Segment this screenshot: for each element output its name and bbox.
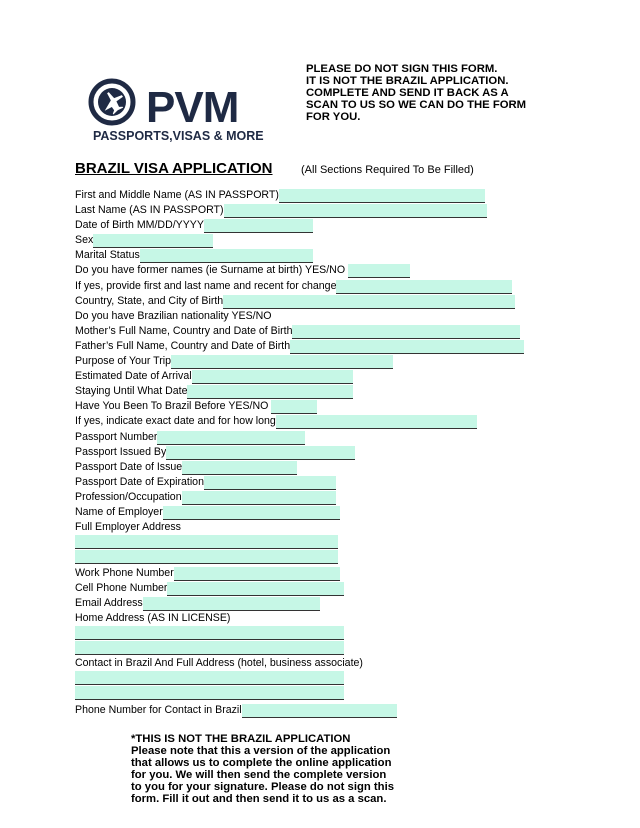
form-row — [75, 294, 515, 309]
form-row — [75, 339, 524, 354]
home-address-line-2[interactable] — [75, 641, 344, 655]
brazil-contact-phone-input[interactable] — [242, 704, 397, 718]
email-input[interactable] — [143, 597, 320, 611]
field-label: Staying Until What Date — [75, 385, 188, 397]
field-label: Work Phone Number — [75, 567, 174, 579]
passport-issued-by-input[interactable] — [166, 446, 355, 460]
form-row — [75, 414, 477, 429]
cell-phone-input[interactable] — [167, 582, 344, 596]
field-label: Passport Number — [75, 431, 158, 443]
brazil-contact-line-2[interactable] — [75, 686, 344, 700]
form-row — [75, 430, 305, 445]
place-of-birth-input[interactable] — [223, 295, 515, 309]
field-label: Passport Date of Issue — [75, 461, 183, 473]
field-label: If yes, indicate exact date and for how long — [75, 415, 276, 427]
form-row — [75, 445, 355, 460]
home-address-line-1[interactable] — [75, 626, 344, 640]
field-label: If yes, provide first and last name and recent for change — [75, 280, 337, 292]
form-row — [75, 324, 520, 339]
field-label: Passport Date of Expiration — [75, 476, 204, 488]
form-row — [75, 188, 485, 203]
form-row — [75, 596, 320, 611]
field-label: Have You Been To Brazil Before YES/NO — [75, 400, 269, 412]
bottom-notice: *THIS IS NOT THE BRAZIL APPLICATION Please note that this a version of the application that allows us to complete the online application for you. We will then send the complete version to you for your signature. Please do not sign this form. Fill it out and then send it to us as a scan. — [131, 733, 394, 805]
employer-name-input[interactable] — [163, 506, 340, 520]
field-label: Email Address — [75, 597, 143, 609]
date-of-birth-input[interactable] — [204, 219, 313, 233]
been-to-brazil-input[interactable] — [271, 400, 317, 414]
form-subtitle: (All Sections Required To Be Filled) — [301, 164, 474, 176]
employer-address-line-2[interactable] — [75, 550, 338, 564]
field-label: Father’s Full Name, Country and Date of Birth — [75, 340, 291, 352]
form-row — [75, 233, 213, 248]
field-label: Date of Birth MM/DD/YYYY — [75, 219, 204, 231]
form-row — [75, 460, 297, 475]
form-row — [75, 490, 336, 505]
field-label: Last Name (AS IN PASSPORT) — [75, 204, 224, 216]
form-row — [75, 279, 512, 294]
field-label: Sex — [75, 234, 94, 246]
field-label: Passport Issued By — [75, 446, 167, 458]
field-label: Do you have Brazilian nationality YES/NO — [75, 310, 272, 322]
employer-address-line-1[interactable] — [75, 535, 338, 549]
departure-date-input[interactable] — [187, 385, 353, 399]
passport-number-input[interactable] — [157, 431, 305, 445]
field-label: Estimated Date of Arrival — [75, 370, 192, 382]
form-row — [75, 203, 487, 218]
brazil-contact-line-1[interactable] — [75, 671, 344, 685]
previous-visit-input[interactable] — [276, 415, 477, 429]
form-row — [75, 354, 393, 369]
form-row — [75, 581, 344, 596]
form-row — [75, 248, 313, 263]
logo-tagline: PASSPORTS,VISAS & MORE — [93, 129, 264, 143]
field-label: Contact in Brazil And Full Address (hotel, business associate) — [75, 657, 363, 669]
form-row — [75, 369, 353, 384]
last-name-input[interactable] — [224, 204, 487, 218]
former-names-input[interactable] — [348, 264, 410, 278]
form-row — [75, 520, 181, 535]
passport-expiration-input[interactable] — [204, 476, 336, 490]
work-phone-input[interactable] — [174, 567, 340, 581]
form-row — [75, 309, 271, 324]
form-row — [75, 703, 397, 718]
field-label: Purpose of Your Trip — [75, 355, 171, 367]
form-row — [75, 611, 230, 626]
pvm-logo — [88, 78, 288, 148]
first-middle-name-input[interactable] — [279, 189, 485, 203]
field-label: Marital Status — [75, 249, 140, 261]
form-row — [75, 656, 363, 671]
field-label: Name of Employer — [75, 506, 163, 518]
form-row — [75, 475, 336, 490]
trip-purpose-input[interactable] — [171, 355, 393, 369]
father-info-input[interactable] — [290, 340, 524, 354]
former-name-details-input[interactable] — [336, 280, 512, 294]
passport-issue-date-input[interactable] — [182, 461, 297, 475]
field-label: Do you have former names (ie Surname at birth) YES/NO — [75, 264, 346, 276]
marital-status-input[interactable] — [140, 249, 313, 263]
mother-info-input[interactable] — [292, 325, 520, 339]
field-label: Profession/Occupation — [75, 491, 182, 503]
field-label: Phone Number for Contact in Brazil — [75, 704, 242, 716]
top-notice: PLEASE DO NOT SIGN THIS FORM. IT IS NOT THE BRAZIL APPLICATION. COMPLETE AND SEND IT BACK AS A SCAN TO US SO WE CAN DO THE FORM FOR YOU. — [306, 63, 527, 123]
sex-input[interactable] — [93, 234, 213, 248]
arrival-date-input[interactable] — [192, 370, 353, 384]
field-label: Home Address (AS IN LICENSE) — [75, 612, 231, 624]
form-row — [75, 505, 340, 520]
form-row — [75, 399, 317, 414]
field-label: Mother’s Full Name, Country and Date of Birth — [75, 325, 293, 337]
field-label: Country, State, and City of Birth — [75, 295, 224, 307]
occupation-input[interactable] — [182, 491, 336, 505]
form-row — [75, 384, 353, 399]
svg-text:PVM: PVM — [146, 83, 239, 132]
form-row — [75, 218, 313, 233]
field-label: Full Employer Address — [75, 521, 181, 533]
form-row — [75, 263, 410, 278]
form-title: BRAZIL VISA APPLICATION — [75, 160, 273, 177]
form-row — [75, 566, 340, 581]
field-label: Cell Phone Number — [75, 582, 168, 594]
field-label: First and Middle Name (AS IN PASSPORT) — [75, 189, 279, 201]
